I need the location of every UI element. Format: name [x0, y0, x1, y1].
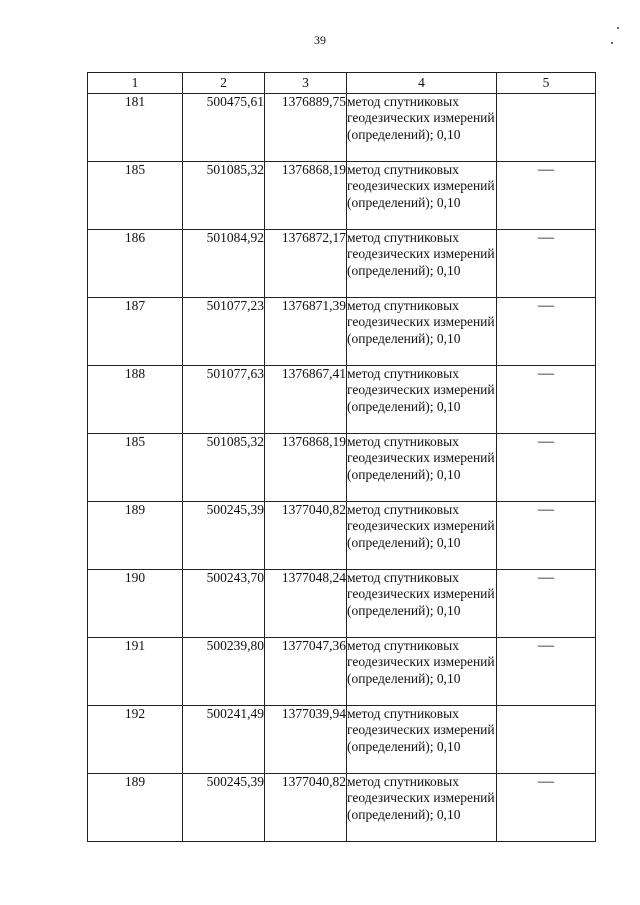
- method-cell: метод спутниковых геодезических измерений (определений); 0,10: [347, 774, 497, 842]
- column-header: 4: [347, 73, 497, 94]
- x-coordinate-cell: 500245,39: [183, 502, 265, 570]
- note-cell: —: [497, 570, 596, 638]
- point-number-cell: 186: [88, 230, 183, 298]
- table-row: [88, 94, 596, 162]
- table-row: [88, 162, 596, 230]
- table-row: [88, 230, 596, 298]
- point-number-cell: 181: [88, 94, 183, 162]
- x-coordinate-cell: 500475,61: [183, 94, 265, 162]
- note-cell: —: [497, 502, 596, 570]
- table-row: [88, 434, 596, 502]
- method-cell: метод спутниковых геодезических измерений (определений); 0,10: [347, 94, 497, 162]
- column-header: 2: [183, 73, 265, 94]
- note-cell: [497, 706, 596, 774]
- note-cell: —: [497, 230, 596, 298]
- method-cell: метод спутниковых геодезических измерений (определений); 0,10: [347, 502, 497, 570]
- point-number-cell: 191: [88, 638, 183, 706]
- scan-speck: [611, 42, 613, 44]
- table-header-row: [88, 73, 596, 94]
- y-coordinate-cell: 1377047,36: [265, 638, 347, 706]
- y-coordinate-cell: 1377048,24: [265, 570, 347, 638]
- note-cell: —: [497, 298, 596, 366]
- table-row: [88, 638, 596, 706]
- table-row: [88, 502, 596, 570]
- point-number-cell: 188: [88, 366, 183, 434]
- note-cell: —: [497, 366, 596, 434]
- method-cell: метод спутниковых геодезических измерений (определений); 0,10: [347, 162, 497, 230]
- x-coordinate-cell: 500239,80: [183, 638, 265, 706]
- x-coordinate-cell: 501077,23: [183, 298, 265, 366]
- x-coordinate-cell: 501085,32: [183, 162, 265, 230]
- note-cell: —: [497, 162, 596, 230]
- table-row: [88, 570, 596, 638]
- y-coordinate-cell: 1376867,41: [265, 366, 347, 434]
- method-cell: метод спутниковых геодезических измерений (определений); 0,10: [347, 366, 497, 434]
- method-cell: метод спутниковых геодезических измерений (определений); 0,10: [347, 230, 497, 298]
- table-row: [88, 366, 596, 434]
- y-coordinate-cell: 1376868,19: [265, 434, 347, 502]
- coordinates-table: [87, 72, 596, 842]
- column-header: 5: [497, 73, 596, 94]
- method-cell: метод спутниковых геодезических измерений (определений); 0,10: [347, 638, 497, 706]
- point-number-cell: 192: [88, 706, 183, 774]
- x-coordinate-cell: 501077,63: [183, 366, 265, 434]
- y-coordinate-cell: 1376889,75: [265, 94, 347, 162]
- note-cell: —: [497, 434, 596, 502]
- y-coordinate-cell: 1377040,82: [265, 502, 347, 570]
- x-coordinate-cell: 501084,92: [183, 230, 265, 298]
- point-number-cell: 185: [88, 162, 183, 230]
- table-row: [88, 706, 596, 774]
- method-cell: метод спутниковых геодезических измерений (определений); 0,10: [347, 298, 497, 366]
- method-cell: метод спутниковых геодезических измерений (определений); 0,10: [347, 570, 497, 638]
- x-coordinate-cell: 500243,70: [183, 570, 265, 638]
- page-number: 39: [314, 33, 326, 47]
- y-coordinate-cell: 1376872,17: [265, 230, 347, 298]
- y-coordinate-cell: 1376868,19: [265, 162, 347, 230]
- note-cell: —: [497, 774, 596, 842]
- x-coordinate-cell: 500245,39: [183, 774, 265, 842]
- note-cell: —: [497, 638, 596, 706]
- column-header: 3: [265, 73, 347, 94]
- y-coordinate-cell: 1377039,94: [265, 706, 347, 774]
- y-coordinate-cell: 1377040,82: [265, 774, 347, 842]
- point-number-cell: 190: [88, 570, 183, 638]
- note-cell: [497, 94, 596, 162]
- x-coordinate-cell: 500241,49: [183, 706, 265, 774]
- point-number-cell: 187: [88, 298, 183, 366]
- table-row: [88, 774, 596, 842]
- scan-speck: [617, 27, 619, 29]
- point-number-cell: 189: [88, 774, 183, 842]
- method-cell: метод спутниковых геодезических измерений (определений); 0,10: [347, 706, 497, 774]
- column-header: 1: [88, 73, 183, 94]
- x-coordinate-cell: 501085,32: [183, 434, 265, 502]
- method-cell: метод спутниковых геодезических измерений (определений); 0,10: [347, 434, 497, 502]
- point-number-cell: 189: [88, 502, 183, 570]
- y-coordinate-cell: 1376871,39: [265, 298, 347, 366]
- point-number-cell: 185: [88, 434, 183, 502]
- table-row: [88, 298, 596, 366]
